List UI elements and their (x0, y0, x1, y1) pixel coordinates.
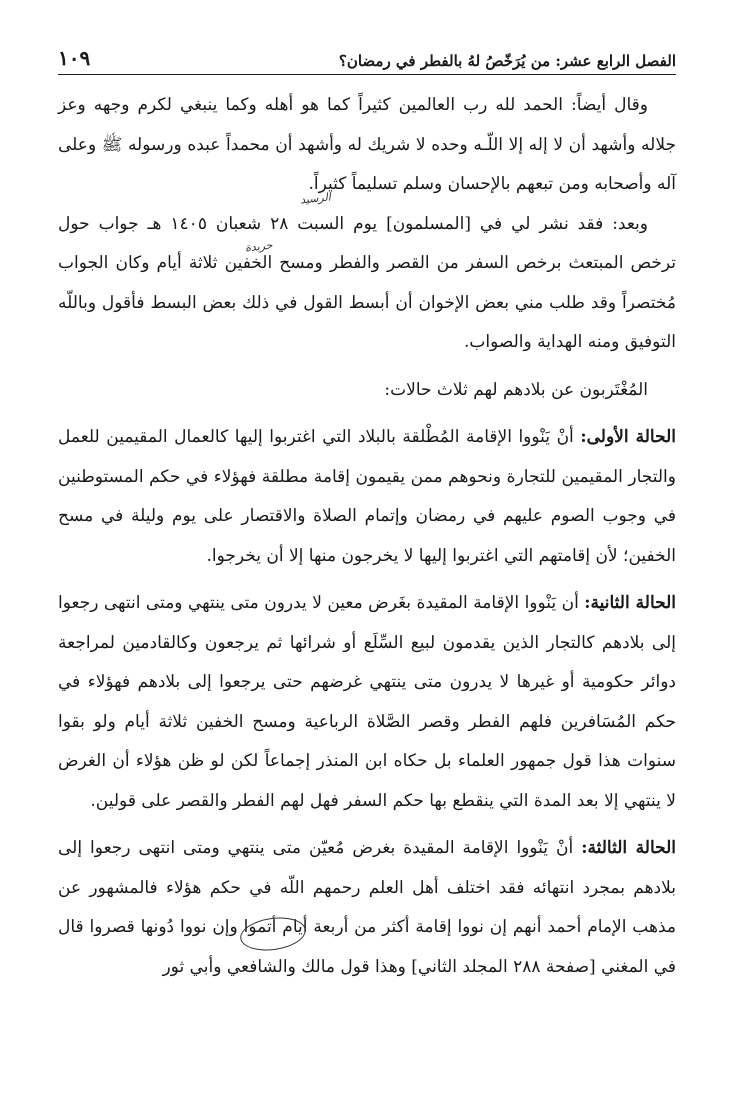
paragraph-text: أنْ يَنْووا الإقامة المُطْلقة بالبلاد التي اغتربوا إليها كالعمال المقيمين للعمل والتجار المقيمين للتجارة ونحوهم ممن يقيمون إقامة مطلقة فهؤلاء في حكم المستوطنين في وجوب الصوم عليهم في رمضان وإتمام الصلاة والاقتصار على يوم وليلة في مسح الخفين؛ لأن إقامتهم التي اغتربوا إليها لا يخرجون منها إلا أن يخرجوا. (58, 427, 676, 566)
paragraph-cases-heading (58, 371, 676, 411)
paragraph-text: وبعد: فقد نشر لي في [المسلمون] يوم السبت ٢٨ شعبان ١٤٠٥ هـ جواب حول ترخص المبتعث برخص السفر من القصر والفطر ومسح الخفين ثلاثة أيام وكان الجواب مُختصراً وقد طلب مني بعض الإخوان أن أبسط القول في ذلك بعض البسط فأقول وباللّه التوفيق ومنه الهداية والصواب. (58, 213, 676, 352)
paragraph-case-2 (58, 584, 676, 821)
running-title: الفصل الرابع عشر: من يُرَخّصُ لهُ بالفطر في رمضان؟ (338, 52, 676, 70)
running-header (58, 40, 676, 70)
header-rule (58, 74, 676, 75)
paragraph-opening (58, 86, 676, 205)
paragraph-case-1 (58, 418, 676, 576)
handwritten-note: حربدة (244, 238, 274, 255)
handwritten-note: الرسيد (299, 190, 332, 207)
case-label: الحالة الثالثة: (581, 838, 676, 858)
paragraph-case-3 (58, 829, 676, 987)
paragraph-text: أنْ يَنْووا الإقامة المقيدة بغرض مُعيّن متى ينتهي ومتى انتهى رجعوا إلى بلادهم بمجرد انتهائه فقد اختلف أهل العلم رحمهم اللّه في حكم هؤلاء فالمشهور عن مذهب الإمام أحمد أنهم إن نووا إقامة أكثر من أربعة أيام أتموا وإن نووا دُونها قصروا قال في المغني [صفحة ٢٨٨ المجلد الثاني] وهذا قول مالك والشافعي وأبي ثور (58, 838, 676, 977)
body-text (58, 86, 676, 987)
case-label: الحالة الثانية: (584, 593, 676, 613)
case-label: الحالة الأولى: (580, 427, 676, 447)
paragraph-text: المُغْتَربون عن بلادهم لهم ثلاث حالات: (384, 379, 648, 400)
page-number: ١٠٩ (58, 46, 91, 70)
paragraph-text: وقال أيضاً: الحمد لله رب العالمين كثيراً كما هو أهله وكما ينبغي لكرم وجهه وعز جلاله وأشهد أن لا إله إلا اللّـه وحده لا شريك له وأشهد أن محمداً عبده ورسوله ﷺ وعلى آله وأصحابه ومن تبعهم بالإحسان وسلم تسليماً كثيراً. (58, 95, 676, 194)
paragraph-text: أن يَنْووا الإقامة المقيدة بغَرض معين لا يدرون متى ينتهي ومتى انتهى رجعوا إلى بلادهم كالتجار الذين يقدمون لبيع السِّلَع أو شرائها ثم يرجعون وكالقادمين لمراجعة دوائر حكومية أو غيرها لا يدرون متى ينتهي غرضهم حتى يرجعوا إلى بلادهم فهؤلاء في حكم المُسَافرين فلهم الفطر وقصر الصَّلاة الرباعية ومسح الخفين ثلاثة أيام ولو بقوا سنوات هذا قول جمهور العلماء بل حكاه ابن المنذر إجماعاً لكن لو ظن هؤلاء أن الغرض لا ينتهي إلا بعد المدة التي ينقطع بها حكم السفر فهل لهم الفطر والقصر على قولين. (58, 593, 676, 811)
paragraph-intro (58, 205, 676, 363)
